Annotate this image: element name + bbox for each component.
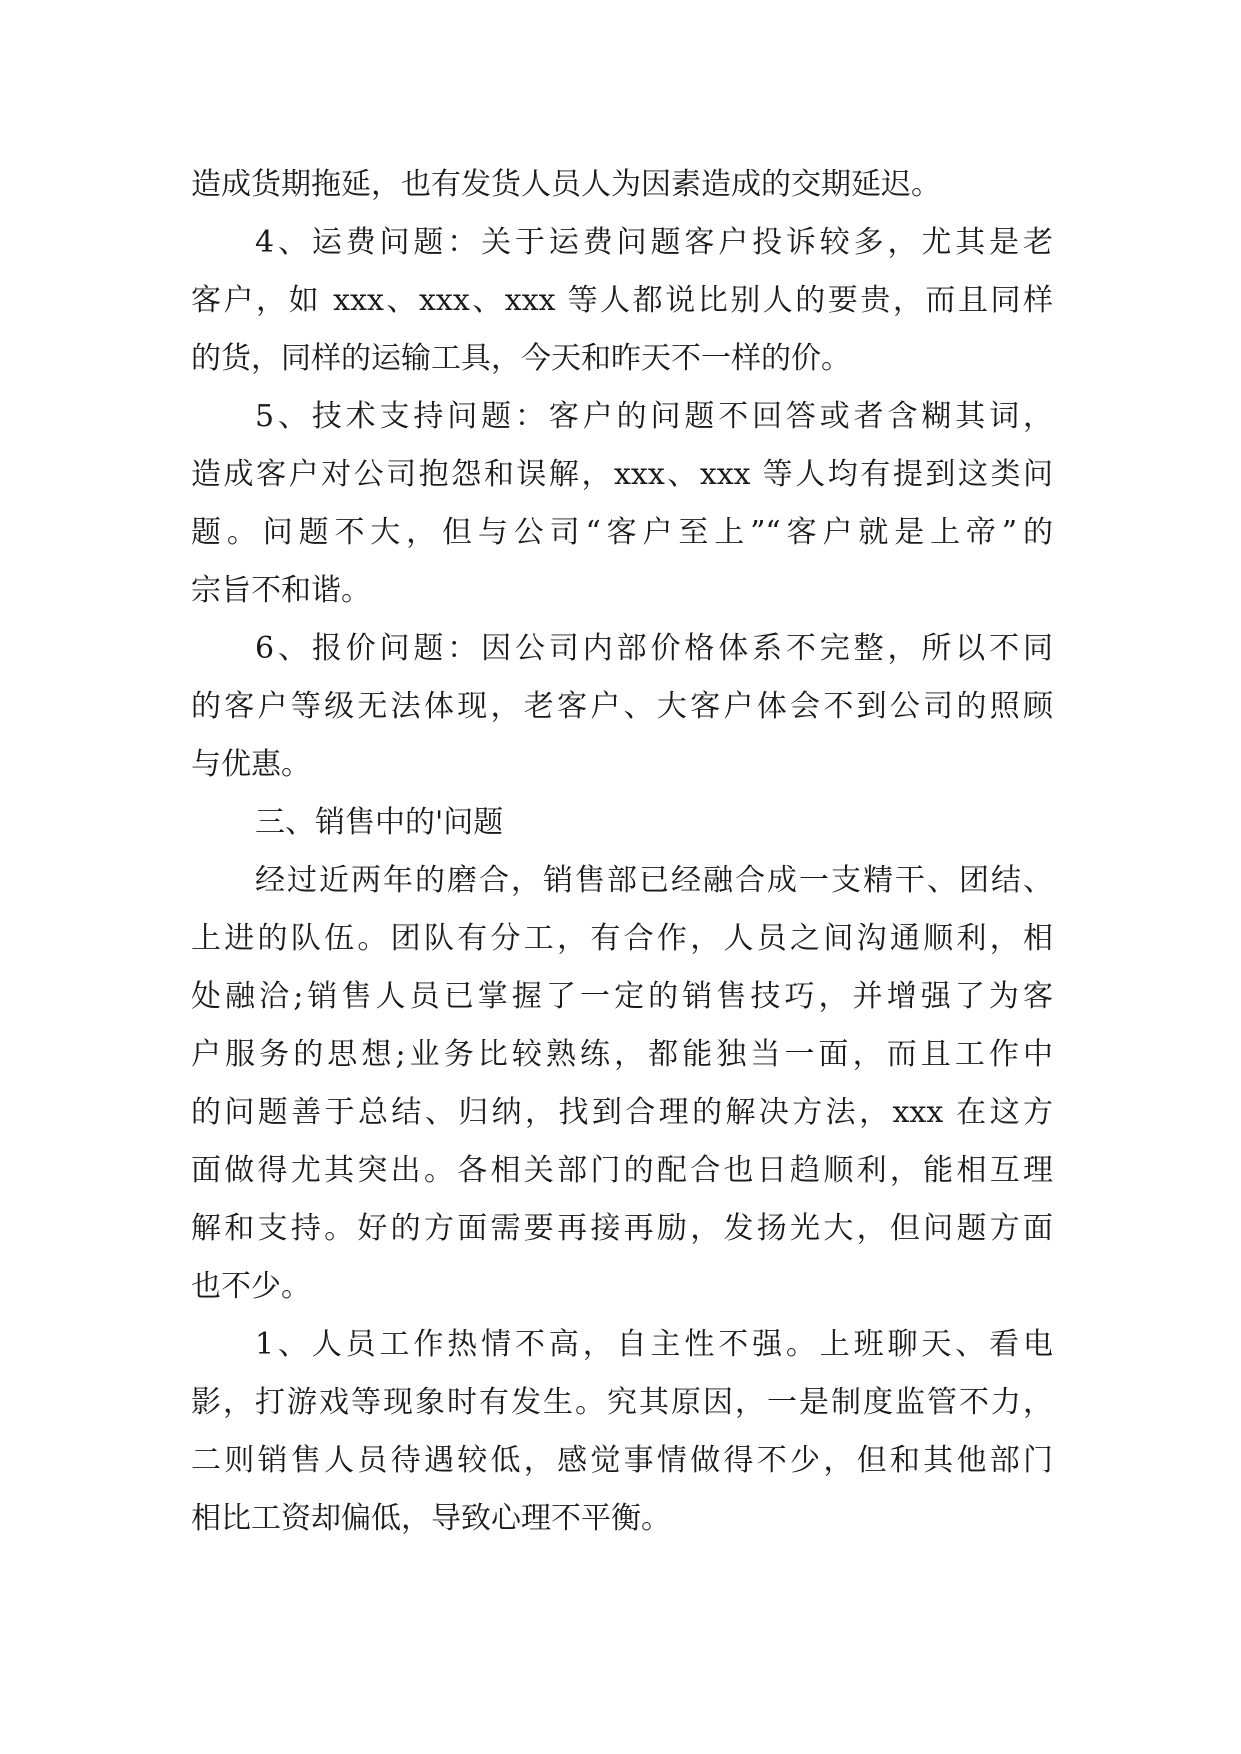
text-line: 的客户等级无法体现，老客户、大客户体会不到公司的照顾 — [191, 689, 1053, 724]
text-line: 上进的队伍。团队有分工，有合作，人员之间沟通顺利，相 — [191, 921, 1053, 956]
text-line: 相比工资却偏低，导致心理不平衡。 — [191, 1501, 671, 1536]
text-line: 客户，如 xxx、xxx、xxx 等人都说比别人的要贵，而且同样 — [191, 283, 1053, 318]
text-line: 造成客户对公司抱怨和误解，xxx、xxx 等人均有提到这类问 — [191, 457, 1053, 492]
text-line: 经过近两年的磨合，销售部已经融合成一支精干、团结、 — [255, 863, 1053, 898]
text-line: 4、运费问题：关于运费问题客户投诉较多，尤其是老 — [255, 225, 1053, 260]
text-line: 造成货期拖延，也有发货人员人为因素造成的交期延迟。 — [191, 167, 941, 202]
text-line: 6、报价问题：因公司内部价格体系不完整，所以不同 — [255, 631, 1053, 666]
text-line: 5、技术支持问题：客户的问题不回答或者含糊其词， — [255, 399, 1053, 434]
text-line: 户服务的思想;业务比较熟练，都能独当一面，而且工作中 — [191, 1037, 1053, 1072]
text-line: 影，打游戏等现象时有发生。究其原因，一是制度监管不力， — [191, 1385, 1053, 1420]
text-line: 宗旨不和谐。 — [191, 573, 371, 608]
text-line: 题。问题不大，但与公司“客户至上”“客户就是上帝”的 — [191, 515, 1053, 550]
text-line: 处融洽;销售人员已掌握了一定的销售技巧，并增强了为客 — [191, 979, 1053, 1014]
text-line: 解和支持。好的方面需要再接再励，发扬光大，但问题方面 — [191, 1211, 1053, 1246]
text-line: 面做得尤其突出。各相关部门的配合也日趋顺利，能相互理 — [191, 1153, 1053, 1188]
text-line: 与优惠。 — [191, 747, 311, 782]
text-line: 的货，同样的运输工具，今天和昨天不一样的价。 — [191, 341, 851, 376]
text-line: 三、销售中的'问题 — [255, 805, 504, 840]
document-page — [191, 156, 1053, 1548]
text-line: 也不少。 — [191, 1269, 311, 1304]
text-line: 二则销售人员待遇较低，感觉事情做得不少，但和其他部门 — [191, 1443, 1053, 1478]
text-line: 的问题善于总结、归纳，找到合理的解决方法，xxx 在这方 — [191, 1095, 1053, 1130]
text-line: 1、人员工作热情不高，自主性不强。上班聊天、看电 — [255, 1327, 1053, 1362]
